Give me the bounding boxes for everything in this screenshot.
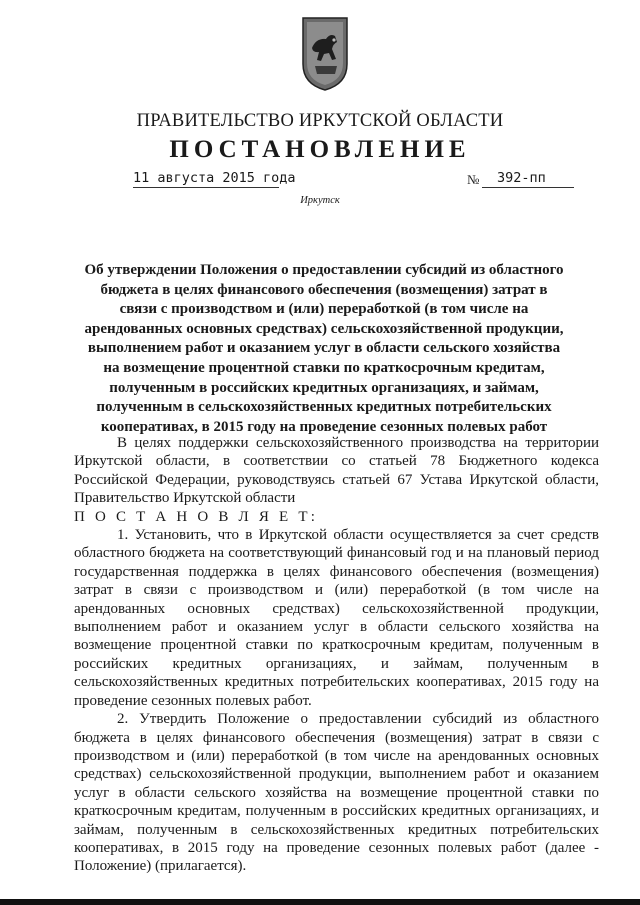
document-type-title: ПОСТАНОВЛЕНИЕ [169, 136, 471, 163]
government-name: ПРАВИТЕЛЬСТВО ИРКУТСКОЙ ОБЛАСТИ [136, 111, 504, 131]
document-subject: Об утверждении Положения о предоставлении субсидий из областного бюджета в целях финансового обеспечения (возмещения) затрат в связи с производством и (или) переработкой (в том числе на арендованных основных средствах) сельскохозяйственной продукции, выполнением работ и оказанием услуг в области сельского хозяйства на возмещение процентной ставки по краткосрочным кредитам, полученным в российских кредитных организациях, и займам, полученным в сельскохозяйственных кредитных потребительских кооперативах, в 2015 году на проведение сезонных полевых работ [84, 262, 564, 435]
preamble-paragraph: В целях поддержки сельскохозяйственного производства на территории Иркутской области, в соответствии со статьей 78 Бюджетного кодекса Российской Федерации, руководствуясь статьей 67 Устава Иркутской области, Правительство Иркутской области [74, 435, 599, 507]
document-body [74, 434, 599, 876]
city-name: Иркутск [300, 195, 340, 206]
coat-of-arms-icon [299, 14, 351, 94]
document-date: 11 августа 2015 года [133, 170, 296, 186]
number-underline [482, 187, 574, 188]
decree-word: П О С Т А Н О В Л Я Е Т: [74, 508, 319, 525]
page-bottom-border [0, 899, 640, 905]
item-1-paragraph: 1. Установить, что в Иркутской области осуществляется за счет средств областного бюджета на соответствующий финансовый год и на плановый период государственная поддержка в целях финансового обеспечения (возмещения) затрат в связи с производством и (или) переработкой (в том числе на арендованных основных средствах) сельскохозяйственной продукции, выполнением работ и оказанием услуг в области сельского хозяйства на возмещение процентной ставки по краткосрочным кредитам, полученным в российских кредитных организациях, и займам, полученным в сельскохозяйственных кредитных потребительских кооперативах, 2015 году на проведение сезонных полевых работ. [74, 527, 599, 709]
date-underline [133, 187, 279, 188]
item-2-paragraph: 2. Утвердить Положение о предоставлении субсидий из областного бюджета в целях финансового обеспечения (возмещения) затрат в связи с производством и (или) переработкой (в том числе на арендованных основных средствах) сельскохозяйственной продукции, выполнением работ и оказанием услуг в области сельского хозяйства на возмещение процентной ставки по краткосрочным кредитам, полученным в российских кредитных организациях, и займам, полученным в сельскохозяйственных кредитных потребительских кооперативах, в 2015 году на проведение сезонных полевых работ (далее - Положение) (прилагается). [74, 711, 599, 875]
number-sign: № [467, 172, 480, 187]
document-number: 392-пп [497, 170, 546, 186]
